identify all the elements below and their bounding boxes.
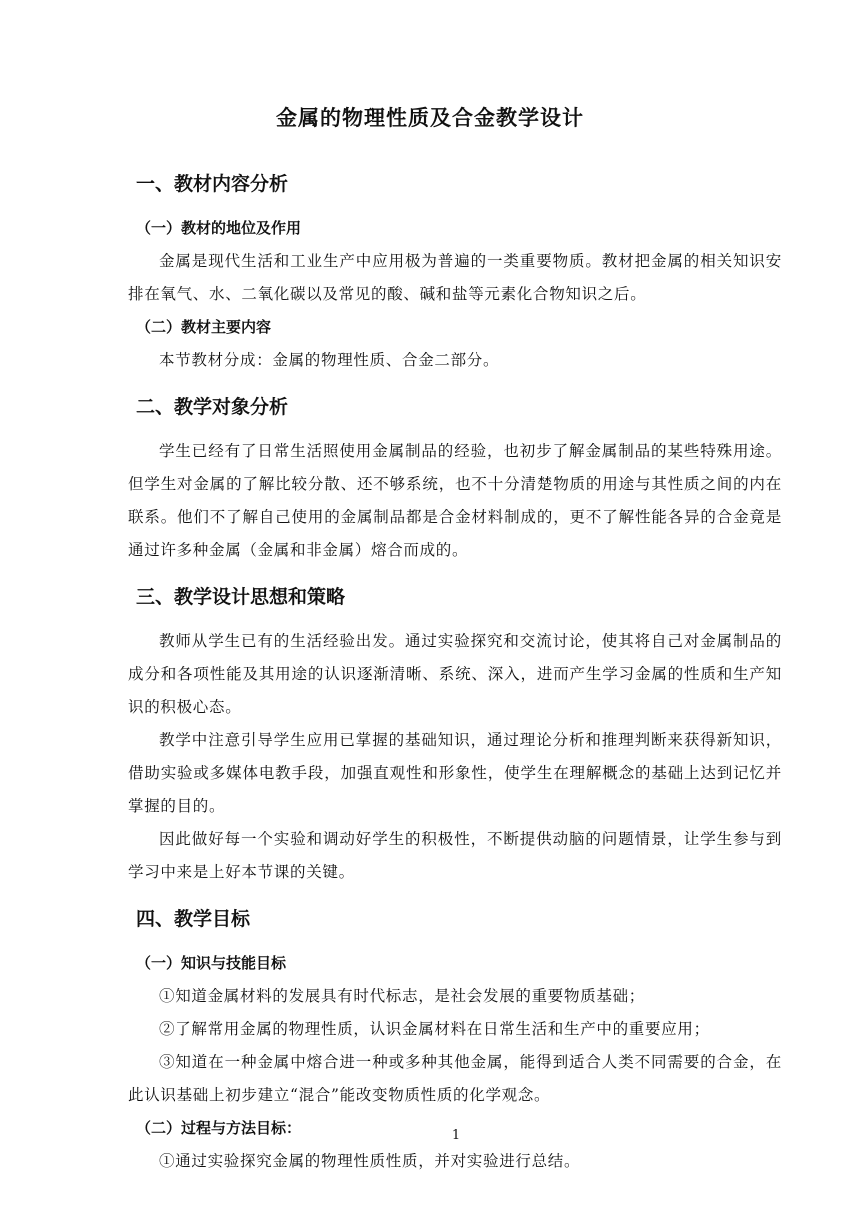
document-title: 金属的物理性质及合金教学设计 [276, 106, 584, 130]
section-heading: 四、教学目标 [136, 908, 251, 930]
paragraph: 金属是现代生活和工业生产中应用极为普遍的一类重要物质。教材把金属的相关知识安排在氧气、水、二氧化碳以及常见的酸、碱和盐等元素化合物知识之后。 [128, 252, 782, 303]
section-heading: 二、教学对象分析 [136, 396, 289, 418]
section-heading: 一、教材内容分析 [136, 173, 289, 195]
list-item: ③知道在一种金属中熔合进一种或多种其他金属，能得到适合人类不同需要的合金，在此认识基础上初步建立“混合”能改变物质性质的化学观念。 [128, 1053, 782, 1104]
paragraph: 因此做好每一个实验和调动好学生的积极性，不断提供动脑的问题情景，让学生参与到学习中来是上好本节课的关键。 [128, 830, 782, 881]
subsection-heading: （一）教材的地位及作用 [136, 219, 302, 237]
page-number: 1 [451, 1128, 461, 1143]
subsection-heading: （二）过程与方法目标： [136, 1119, 302, 1137]
paragraph: 教学中注意引导学生应用已掌握的基础知识，通过理论分析和推理判断来获得新知识，借助实验或多媒体电教手段，加强直观性和形象性，使学生在理解概念的基础上达到记忆并掌握的目的。 [128, 731, 782, 815]
section-1 [128, 162, 782, 377]
paragraph: 学生已经有了日常生活照使用金属制品的经验，也初步了解金属制品的某些特殊用途。但学生对金属的了解比较分散、还不够系统，也不十分清楚物质的用途与其性质之间的内在联系。他们不了解自己使用的金属制品都是合金材料制成的，更不了解性能各异的合金竟是通过许多种金属（金属和非金属）熔合而成的。 [128, 442, 782, 559]
subsection-heading: （一）知识与技能目标 [136, 954, 287, 972]
subsection-heading: （二）教材主要内容 [136, 318, 272, 336]
paragraph: 教师从学生已有的生活经验出发。通过实验探究和交流讨论，使其将自己对金属制品的成分和各项性能及其用途的认识逐渐清晰、系统、深入，进而产生学习金属的性质和生产知识的积极心态。 [128, 632, 782, 716]
list-item: ①知道金属材料的发展具有时代标志，是社会发展的重要物质基础； [159, 987, 646, 1005]
section-heading: 三、教学设计思想和策略 [136, 586, 346, 608]
section-3 [128, 575, 782, 889]
paragraph: 本节教材分成：金属的物理性质、合金二部分。 [159, 351, 500, 369]
section-2 [128, 385, 782, 567]
list-item: ②了解常用金属的物理性质，认识金属材料在日常生活和生产中的重要应用； [159, 1020, 710, 1038]
list-item: ①通过实验探究金属的物理性质性质，并对实验进行总结。 [159, 1152, 581, 1170]
